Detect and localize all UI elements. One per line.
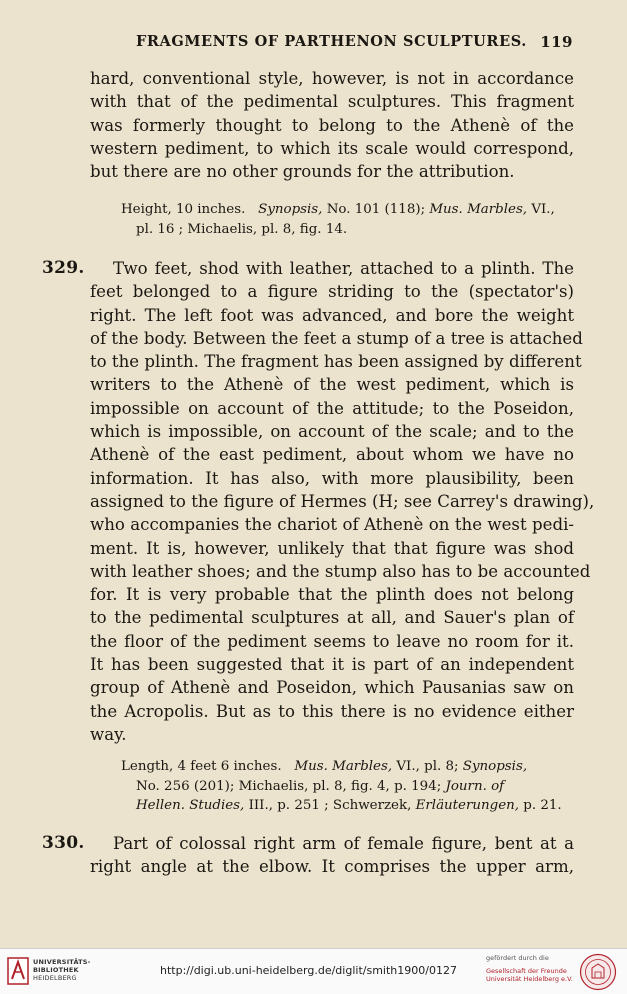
entry-329-text	[90, 257, 595, 746]
text-line: Two feet, shod with leather, attached to a plinth. The	[113, 259, 574, 278]
library-name-line: BIBLIOTHEK	[33, 966, 79, 974]
text-line: information. It has also, with more plausibility, been	[90, 468, 574, 488]
note-text: p. 21.	[523, 798, 562, 813]
entry-number: 329.	[42, 258, 85, 278]
text-line: ment. It is, however, unlikely that that figure was shod	[90, 538, 574, 558]
text-line: It has been suggested that it is part of an independent	[90, 655, 574, 675]
text-line: writers to the Athenè of the west pediment, which is	[90, 375, 574, 395]
note-text: Height, 10 inches.	[121, 202, 246, 217]
text-line: for. It is very probable that the plinth does not belong	[90, 585, 574, 605]
note-line	[121, 200, 575, 220]
note-text: VI.,	[531, 202, 555, 217]
text-line: to the plinth. The fragment has been assigned by different	[90, 352, 582, 372]
text-line: right angle at the elbow. It comprises the upper arm,	[90, 857, 574, 877]
sponsor-org	[486, 967, 573, 983]
text-line: was formerly thought to belong to the Athenè of the	[90, 115, 574, 135]
library-name-line: HEIDELBERG	[33, 974, 77, 982]
note-ref-title: Mus. Marbles,	[429, 202, 528, 217]
note-line	[121, 796, 575, 816]
permalink-url[interactable]: http://digi.ub.uni-heidelberg.de/diglit/smith1900/0127	[160, 964, 457, 977]
sponsor-org-line: Universität Heidelberg e.V.	[486, 975, 573, 983]
note-text: No. 256 (201); Michaelis, pl. 8, fig. 4, p. 194;	[136, 778, 442, 794]
digitization-footer	[0, 948, 627, 994]
running-title: FRAGMENTS OF PARTHENON SCULPTURES.	[136, 33, 527, 50]
note-line	[121, 757, 575, 777]
running-head	[88, 33, 573, 55]
note-text: No. 101 (118);	[326, 202, 426, 217]
library-name	[33, 958, 91, 982]
page-number: 119	[540, 33, 573, 51]
text-line: but there are no other grounds for the attribution.	[90, 162, 515, 182]
text-line: to the pedimental sculptures at all, and Sauer's plan of	[90, 608, 574, 628]
text-line: with that of the pedimental sculptures. This fragment	[90, 92, 574, 112]
note-text: Length, 4 feet 6 inches.	[121, 759, 282, 774]
entry-number: 330.	[42, 833, 85, 853]
text-line: way.	[90, 724, 127, 744]
text-line: right. The left foot was advanced, and bore the weight	[90, 305, 574, 325]
text-line: who accompanies the chariot of Athenè on the west pedi-	[90, 515, 574, 535]
university-seal-icon	[579, 953, 617, 991]
note-ref-title: Erläuterungen,	[415, 798, 520, 813]
reference-note	[121, 200, 575, 239]
intro-paragraph	[90, 67, 574, 183]
library-logo-icon[interactable]	[7, 957, 29, 985]
text-line: Athenè of the east pediment, about whom we have no	[90, 445, 574, 465]
entry-330-text	[90, 832, 574, 879]
note-ref-title: Hellen. Studies,	[136, 798, 245, 813]
text-line: assigned to the figure of Hermes (H; see Carrey's drawing),	[90, 491, 595, 511]
text-line: with leather shoes; and the stump also has to be accounted	[90, 561, 591, 581]
sponsor-org-line: Gesellschaft der Freunde	[486, 967, 567, 975]
note-text: III., p. 251 ; Schwerzek,	[248, 798, 412, 813]
reference-note	[121, 757, 575, 816]
note-ref-title: Journ. of	[445, 778, 505, 794]
text-line: the Acropolis. But as to this there is no evidence either	[90, 701, 574, 721]
library-name-line: UNIVERSITÄTS-	[33, 958, 91, 966]
sponsor-label: gefördert durch die	[486, 954, 549, 962]
note-line: pl. 16 ; Michaelis, pl. 8, fig. 14.	[136, 221, 348, 237]
note-ref-title: Mus. Marbles,	[294, 759, 393, 774]
text-line: feet belonged to a figure striding to the (spectator's)	[90, 282, 574, 302]
text-line: Part of colossal right arm of female figure, bent at a	[113, 834, 574, 853]
text-line: western pediment, to which its scale would correspond,	[90, 138, 574, 158]
note-text: VI., pl. 8;	[396, 759, 459, 774]
sponsor-block	[486, 954, 573, 983]
note-ref-title: Synopsis,	[462, 759, 528, 774]
text-line: the floor of the pediment seems to leave no room for it.	[90, 631, 574, 651]
note-ref-title: Synopsis,	[258, 202, 323, 217]
text-line: which is impossible, on account of the scale; and to the	[90, 422, 574, 442]
note-line	[121, 777, 575, 797]
text-line: group of Athenè and Poseidon, which Pausanias saw on	[90, 678, 574, 698]
text-line: impossible on account of the attitude; to the Poseidon,	[90, 398, 574, 418]
text-line: hard, conventional style, however, is not in accordance	[90, 69, 574, 88]
text-line: of the body. Between the feet a stump of a tree is attached	[90, 328, 583, 348]
